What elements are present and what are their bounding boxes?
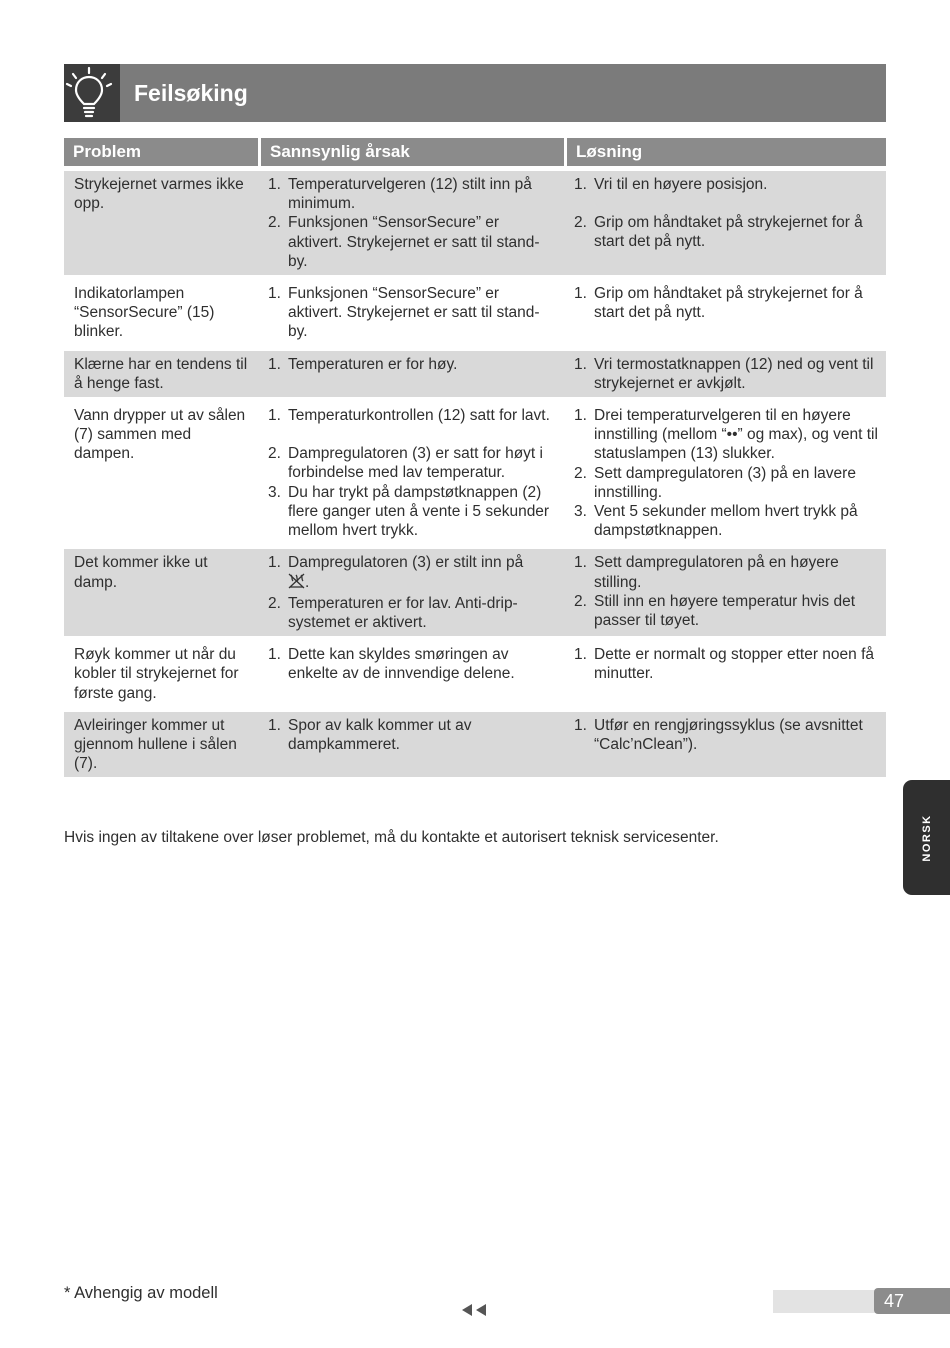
item-number: 1. bbox=[574, 716, 587, 734]
solution-cell bbox=[564, 712, 886, 783]
list-item: 1. Dampregulatoren (3) er stilt inn på . bbox=[268, 553, 556, 593]
item-number: 1. bbox=[574, 355, 587, 373]
model-note: * Avhengig av modell bbox=[64, 1284, 218, 1302]
list-item bbox=[268, 406, 556, 425]
problem-cell: Det kommer ikke ut damp. bbox=[64, 549, 258, 641]
list-item bbox=[574, 355, 878, 393]
item-number: 2. bbox=[268, 594, 281, 612]
list-item-text: Temperaturvelgeren (12) stilt inn på minimum. bbox=[288, 176, 532, 213]
list-item bbox=[268, 355, 556, 374]
list-item bbox=[574, 213, 878, 251]
table-row bbox=[64, 280, 886, 351]
list-item-text: Dampregulatoren (3) er stilt inn på bbox=[288, 554, 524, 572]
footnote-text: Hvis ingen av tiltakene over løser problemet, må du kontakte et autorisert teknisk servicesenter. bbox=[64, 829, 719, 846]
list-item bbox=[574, 645, 878, 683]
problem-cell: Vann drypper ut av sålen (7) sammen med dampen. bbox=[64, 402, 258, 549]
list-item bbox=[574, 284, 878, 322]
table-row bbox=[64, 351, 886, 402]
list-item-text: Dette er normalt og stopper etter noen få minutter. bbox=[594, 646, 875, 683]
list-item-text: Drei temperaturvelgeren til en høyere innstilling (mellom “••” og max), og vent til statuslampen (13) slukker. bbox=[594, 407, 878, 463]
list-item bbox=[268, 175, 556, 213]
page-number: 47 bbox=[884, 1291, 905, 1311]
item-number: 1. bbox=[268, 716, 281, 734]
list-item bbox=[574, 553, 878, 591]
item-number: 3. bbox=[574, 503, 587, 521]
item-number: 1. bbox=[268, 355, 281, 373]
cause-cell bbox=[258, 351, 564, 402]
cause-cell bbox=[258, 549, 564, 641]
list-item-text: Still inn en høyere temperatur hvis det passer til tøyet. bbox=[594, 592, 856, 630]
cause-cell bbox=[258, 171, 564, 280]
problem-cell: Røyk kommer ut når du kobler til strykejernet for første gang. bbox=[64, 641, 258, 712]
language-tab bbox=[903, 780, 950, 895]
item-number: 1. bbox=[268, 554, 281, 572]
list-item bbox=[574, 175, 878, 194]
problem-cell: Indikatorlampen “SensorSecure” (15) blinker. bbox=[64, 280, 258, 351]
list-item-text: Funksjonen “SensorSecure” er aktivert. Strykejernet er satt til stand-by. bbox=[288, 214, 540, 270]
item-number: 2. bbox=[268, 214, 281, 232]
list-item bbox=[268, 284, 556, 342]
item-number: 3. bbox=[268, 483, 281, 501]
list-item bbox=[268, 645, 556, 683]
solution-cell bbox=[564, 549, 886, 641]
problem-cell: Avleiringer kommer ut gjennom hullene i sålen (7). bbox=[64, 712, 258, 783]
table-row bbox=[64, 712, 886, 783]
list-item bbox=[574, 406, 878, 464]
list-item-text: Funksjonen “SensorSecure” er aktivert. Strykejernet er satt til stand-by. bbox=[288, 285, 540, 341]
item-number: 1. bbox=[268, 285, 281, 303]
list-item bbox=[574, 716, 878, 754]
solution-cell bbox=[564, 641, 886, 712]
list-item bbox=[574, 464, 878, 502]
cause-cell bbox=[258, 402, 564, 549]
no-steam-icon bbox=[288, 573, 305, 594]
list-item-text: Temperaturen er for lav. Anti-drip-systemet er aktivert. bbox=[288, 594, 518, 632]
item-number: 1. bbox=[574, 176, 587, 193]
column-header-cause: Sannsynlig årsak bbox=[258, 138, 564, 171]
item-number: 1. bbox=[574, 646, 587, 664]
language-tab-label: NORSK bbox=[920, 813, 933, 862]
item-number: 1. bbox=[268, 176, 281, 193]
list-item-text: Du har trykt på dampstøtknappen (2) flere ganger uten å vente i 5 sekunder mellom hvert trykk. bbox=[288, 483, 550, 540]
list-item bbox=[268, 483, 556, 541]
item-number: 1. bbox=[268, 407, 281, 425]
table-row bbox=[64, 549, 886, 641]
table-header-row bbox=[64, 138, 886, 171]
column-header-solution: Løsning bbox=[564, 138, 886, 171]
list-item-text: Grip om håndtaket på strykejernet for å start det på nytt. bbox=[594, 214, 863, 251]
list-item-text: Vent 5 sekunder mellom hvert trykk på dampstøtknappen. bbox=[594, 503, 858, 540]
list-item bbox=[574, 502, 878, 540]
item-number: 1. bbox=[268, 646, 281, 664]
item-number: 1. bbox=[574, 554, 587, 572]
solution-cell bbox=[564, 171, 886, 280]
lightbulb-icon bbox=[64, 64, 120, 122]
item-number: 2. bbox=[574, 592, 587, 610]
troubleshooting-table bbox=[64, 138, 886, 782]
list-item bbox=[268, 444, 556, 482]
page-title: Feilsøking bbox=[134, 80, 248, 106]
cause-cell bbox=[258, 712, 564, 783]
item-number: 2. bbox=[268, 445, 281, 463]
cause-cell bbox=[258, 280, 564, 351]
list-item-text: Dette kan skyldes smøringen av enkelte av de innvendige delene. bbox=[288, 646, 515, 683]
list-item-text: Spor av kalk kommer ut av dampkammeret. bbox=[288, 716, 472, 754]
list-item-text: Temperaturkontrollen (12) satt for lavt. bbox=[288, 407, 550, 425]
table-row bbox=[64, 171, 886, 280]
table-row bbox=[64, 402, 886, 549]
solution-cell bbox=[564, 402, 886, 549]
solution-cell bbox=[564, 351, 886, 402]
column-header-problem: Problem bbox=[64, 138, 258, 171]
item-number: 2. bbox=[574, 214, 587, 232]
list-item bbox=[268, 716, 556, 754]
list-item-text: Sett dampregulatoren på en høyere stilling. bbox=[594, 554, 839, 591]
list-item-text: Dampregulatoren (3) er satt for høyt i forbindelse med lav temperatur. bbox=[288, 445, 543, 482]
item-number: 2. bbox=[574, 464, 587, 482]
problem-cell: Klærne har en tendens til å henge fast. bbox=[64, 351, 258, 402]
table-row bbox=[64, 641, 886, 712]
list-item-text: Vri til en høyere posisjon. bbox=[594, 176, 768, 193]
item-number: 1. bbox=[574, 407, 587, 425]
list-item-text: Utfør en rengjøringssyklus (se avsnittet “Calc’nClean”). bbox=[594, 716, 863, 754]
item-number: 1. bbox=[574, 285, 587, 303]
list-item-text: Grip om håndtaket på strykejernet for å start det på nytt. bbox=[594, 285, 863, 322]
cause-cell bbox=[258, 641, 564, 712]
list-item-text: Vri termostatknappen (12) ned og vent til strykejernet er avkjølt. bbox=[594, 355, 874, 392]
list-item bbox=[574, 592, 878, 630]
list-item-text: Temperaturen er for høy. bbox=[288, 355, 458, 373]
solution-cell bbox=[564, 280, 886, 351]
list-item-text: Sett dampregulatoren (3) på en lavere innstilling. bbox=[594, 464, 856, 501]
problem-cell: Strykejernet varmes ikke opp. bbox=[64, 171, 258, 280]
list-item bbox=[268, 594, 556, 632]
rewind-arrows-icon[interactable] bbox=[461, 1302, 489, 1318]
list-item bbox=[268, 213, 556, 271]
